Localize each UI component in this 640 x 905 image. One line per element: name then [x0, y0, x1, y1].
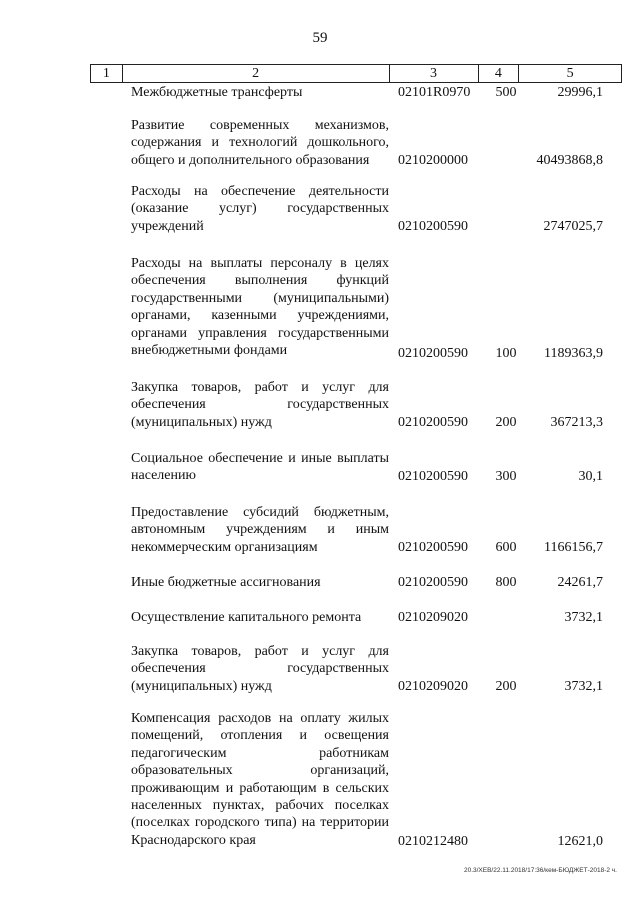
- row-kind: 600: [495, 540, 517, 555]
- row-name: Расходы на обеспечение деятельности (оказание услуг) государственных учреждений: [131, 184, 389, 234]
- row-kind: 500: [495, 85, 517, 100]
- column-number-4: 4: [478, 65, 519, 83]
- row-code: 0210200000: [398, 153, 468, 168]
- row-name: Компенсация расходов на оплату жилых помещений, отопления и освещения педагогическим работникам образовательных организаций, проживающим и работающим в сельских населенных пунктах, рабочих поселках (поселках городского типа) на территории Краснодарского края: [131, 711, 389, 848]
- column-number-2: 2: [122, 65, 389, 83]
- row-kind: 300: [495, 469, 517, 484]
- row-amount: 2747025,7: [543, 219, 603, 234]
- row-code: 0210212480: [398, 834, 468, 849]
- row-code: 02101R0970: [398, 85, 471, 100]
- row-amount: 3732,1: [564, 610, 603, 625]
- row-name: Межбюджетные трансферты: [131, 85, 303, 100]
- row-amount: 40493868,8: [536, 153, 603, 168]
- row-code: 0210209020: [398, 610, 468, 625]
- row-code: 0210200590: [398, 469, 468, 484]
- table-column-header: [90, 64, 622, 83]
- row-amount: 30,1: [578, 469, 603, 484]
- row-amount: 1166156,7: [544, 540, 603, 555]
- row-code: 0210200590: [398, 540, 468, 555]
- column-number-1: 1: [91, 65, 123, 83]
- row-amount: 24261,7: [557, 575, 603, 590]
- row-code: 0210209020: [398, 679, 468, 694]
- row-name: Закупка товаров, работ и услуг для обеспечения государственных (муниципальных) нужд: [131, 644, 389, 694]
- row-kind: 100: [495, 346, 517, 361]
- row-amount: 1189363,9: [544, 346, 603, 361]
- row-code: 0210200590: [398, 219, 468, 234]
- row-kind: 200: [495, 679, 517, 694]
- row-name: Закупка товаров, работ и услуг для обеспечения государственных (муниципальных) нужд: [131, 380, 389, 430]
- row-code: 0210200590: [398, 575, 468, 590]
- row-name: Осуществление капитального ремонта: [131, 610, 362, 625]
- row-kind: 800: [495, 575, 517, 590]
- row-name: Расходы на выплаты персоналу в целях обеспечения выполнения функций государственными (муниципальными) органами, казенными учреждениями, органами управления государственными внебюджетными фондами: [131, 256, 389, 359]
- column-number-5: 5: [519, 65, 622, 83]
- row-amount: 367213,3: [550, 415, 603, 430]
- row-amount: 3732,1: [564, 679, 603, 694]
- row-name: Предоставление субсидий бюджетным, автономным учреждениям и иным некоммерческим организациям: [131, 505, 389, 555]
- row-name: Иные бюджетные ассигнования: [131, 575, 321, 590]
- row-name: Социальное обеспечение и иные выплаты населению: [131, 451, 389, 484]
- document-footer-stamp: 20.3/ХЕВ/22.11.2018/17:36/кем-БЮДЖЕТ-2018-2 ч.: [463, 867, 617, 874]
- row-name: Развитие современных механизмов, содержания и технологий дошкольного, общего и дополнительного образования: [131, 118, 389, 168]
- row-code: 0210200590: [398, 346, 468, 361]
- row-amount: 12621,0: [557, 834, 603, 849]
- row-kind: 200: [495, 415, 517, 430]
- row-code: 0210200590: [398, 415, 468, 430]
- page-number: 59: [312, 30, 328, 46]
- column-number-3: 3: [389, 65, 478, 83]
- row-amount: 29996,1: [557, 85, 603, 100]
